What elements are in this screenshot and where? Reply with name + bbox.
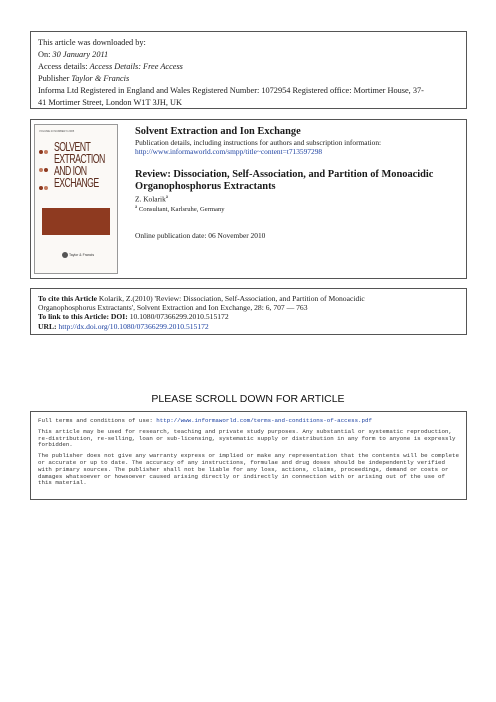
doi-url-link[interactable]: http://dx.doi.org/10.1080/07366299.2010.515172 — [56, 321, 209, 331]
article-title — [135, 169, 455, 193]
author — [135, 193, 455, 203]
publication-details-text: Publication details, including instructions for authors and subscription information: — [135, 138, 382, 147]
terms-line — [38, 418, 459, 425]
cite-line-2: Organophosphorus Extractants', Solvent Extraction and Ion Exchange, 28: 6, 707 — 763 — [38, 303, 308, 313]
cover-title-line: AND ION — [54, 164, 87, 178]
downloaded-by-line: This article was downloaded by: — [38, 38, 146, 47]
cover-volume-line: VOLUME 23 NUMBER 6 2005 — [39, 130, 75, 133]
publisher-label: Publisher — [38, 74, 72, 83]
on-label: On: — [38, 50, 53, 59]
cite-line-1 — [38, 294, 459, 303]
affiliation-text: Consultant, Karlsruhe, Germany — [137, 206, 225, 214]
url-line — [38, 322, 459, 331]
citation-box — [30, 288, 467, 335]
informa-registration-1: Informa Ltd Registered in England and Wales Registered Number: 1072954 Registered office: Mortimer House, 37- — [38, 86, 424, 95]
on-date: 30 January 2011 — [52, 50, 109, 59]
terms-box — [30, 411, 467, 500]
author-superscript: a — [165, 195, 169, 200]
article-title-line: Review: Dissociation, Self-Association, and Partition of Monoacidic — [135, 169, 434, 180]
cover-dot — [39, 186, 43, 190]
cover-dot — [39, 150, 43, 154]
access-value: Access Details: Free Access — [89, 62, 183, 71]
journal-cover-image — [34, 124, 118, 274]
publication-date: Online publication date: 06 November 2010 — [135, 230, 266, 240]
cover-title-line: EXCHANGE — [54, 176, 99, 190]
cover-dot — [39, 168, 43, 172]
url-label: URL: — [38, 321, 57, 331]
cover-publisher: Taylor & Francis — [69, 253, 95, 257]
journal-link[interactable]: http://www.informaworld.com/smpp/title~content=t713597298 — [135, 147, 323, 156]
article-details — [135, 124, 455, 240]
doi-label: To link to this Article: DOI: — [38, 312, 128, 322]
affiliation — [135, 203, 455, 214]
article-info-box — [30, 119, 467, 279]
access-label: Access details: — [38, 62, 90, 71]
terms-usage-paragraph: This article may be used for research, teaching and private study purposes. Any substantial or systematic reproduction, re-distribution, re-selling, loan or sub-licensing, systematic supply or distribution in any form to anyone is expressly forbidden. — [38, 427, 456, 449]
cover-title-line: EXTRACTION — [54, 152, 105, 166]
journal-title: Solvent Extraction and Ion Exchange — [135, 126, 301, 137]
article-title-line: Organophosphorus Extractants — [135, 181, 276, 192]
publisher-line — [38, 73, 459, 85]
cover-dot — [44, 186, 48, 190]
download-info-box — [30, 31, 467, 109]
taylor-francis-logo-icon — [62, 252, 68, 258]
scroll-notice: PLEASE SCROLL DOWN FOR ARTICLE — [151, 393, 345, 405]
cover-dots-decoration — [39, 142, 53, 196]
affiliation-superscript: a — [135, 205, 138, 211]
informa-registration-2: 41 Mortimer Street, London W1T 3JH, UK — [38, 98, 182, 107]
cite-text: Kolarik, Z.(2010) 'Review: Dissociation, Self-Association, and Partition of Monoacidic — [96, 294, 365, 303]
author-name: Z. Kolarik — [135, 194, 166, 204]
terms-link[interactable]: http://www.informaworld.com/terms-and-conditions-of-access.pdf — [156, 417, 372, 424]
cover-dot — [44, 168, 48, 172]
cover-title — [54, 140, 105, 190]
cite-label: To cite this Article — [38, 294, 97, 303]
cover-color-block — [42, 208, 110, 235]
terms-disclaimer-paragraph: The publisher does not give any warranty express or implied or make any representation that the contents will be complete or accurate or up to date. The accuracy of any instructions, formulae and drug doses should be independently verified with primary sources. The publisher shall not be liable for any loss, actions, claims, proceedings, demand or costs or damages whatsoever or howsoever caused arising directly or indirectly in connection with or arising out of the use of this material. — [38, 452, 459, 487]
doi-line — [38, 312, 459, 321]
doi-value: 10.1080/07366299.2010.515172 — [127, 312, 229, 322]
download-date-line — [38, 49, 459, 61]
terms-prefix: Full terms and conditions of use: — [38, 417, 157, 424]
publisher-name: Taylor & Francis — [71, 74, 130, 83]
cover-dot — [44, 150, 48, 154]
access-details-line — [38, 61, 459, 73]
cover-title-line: SOLVENT — [54, 140, 91, 154]
